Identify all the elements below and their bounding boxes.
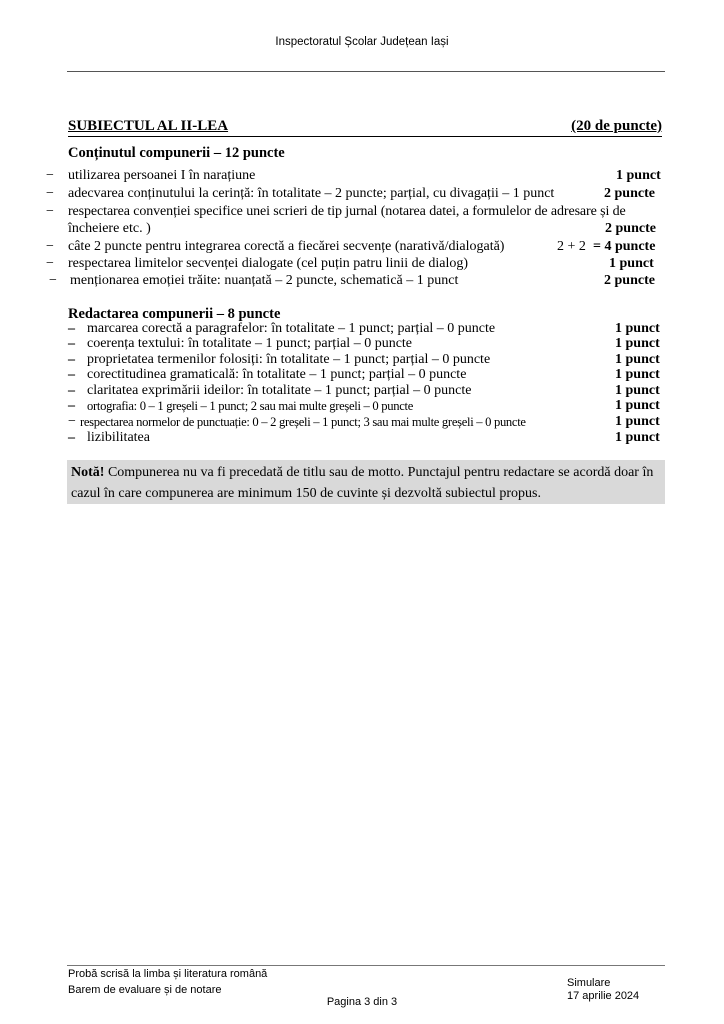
footer-right <box>567 977 639 1003</box>
note-box <box>67 460 665 504</box>
page-number: Pagina 3 din 3 <box>326 996 398 1008</box>
note-label: Notă! <box>71 465 105 480</box>
subject-title: SUBIECTUL AL II-LEA <box>68 118 229 134</box>
bullet-dash: − <box>46 168 54 183</box>
bullet-dash: − <box>46 204 54 219</box>
content-item-points: 1 punct <box>609 256 654 271</box>
subject-title-row <box>68 118 662 137</box>
content-item-text: câte 2 puncte pentru integrarea corectă a fiecărei secvențe (narativă/dialogată) <box>68 239 505 254</box>
bullet-dash: − <box>46 239 54 254</box>
writing-item-text: marcarea corectă a paragrafelor: în totalitate – 1 punct; parțial – 0 puncte <box>87 321 496 336</box>
writing-item-points: 1 punct <box>615 321 660 336</box>
note-text: Compunerea nu va fi precedată de titlu sau de motto. Punctajul pentru redactare se acordă doar în cazul în care compunerea are minimum 150 de cuvinte și dezvoltă subiectul propus. <box>71 465 654 501</box>
content-item-text-continued: încheiere etc. ) <box>68 221 151 236</box>
writing-item-text: lizibilitatea <box>87 430 150 445</box>
writing-item-text: coerența textului: în totalitate – 1 punct; parțial – 0 puncte <box>87 336 413 351</box>
bullet-dash: – <box>68 321 75 336</box>
writing-item-text: ortografia: 0 – 1 greșeli – 1 punct; 2 sau mai multe greșeli – 0 puncte <box>87 399 413 413</box>
content-item-text: menționarea emoției trăite: nuanțată – 2 puncte, schematică – 1 punct <box>70 273 459 288</box>
page-header: Inspectoratul Școlar Județean Iași <box>275 36 449 48</box>
footer-barem-title: Barem de evaluare și de notare <box>68 984 222 996</box>
content-item-text: utilizarea persoanei I în narațiune <box>68 168 256 183</box>
content-item-points: 2 puncte <box>604 186 655 201</box>
bullet-dash: – <box>68 430 75 445</box>
content-item-text: respectarea limitelor secvenței dialogate (cel puțin patru linii de dialog) <box>68 256 469 271</box>
bullet-dash: – <box>68 398 75 413</box>
bullet-dash: – <box>68 336 75 351</box>
bullet-dash: – <box>68 352 75 367</box>
bullet-dash: − <box>68 414 76 429</box>
bullet-dash: − <box>49 273 57 288</box>
content-section-title: Conținutul compunerii – 12 puncte <box>68 145 285 161</box>
writing-item-points: 1 punct <box>615 383 660 398</box>
bullet-dash: – <box>68 383 75 398</box>
content-item-points: = 4 puncte <box>593 239 656 254</box>
writing-item-points: 1 punct <box>615 336 660 351</box>
writing-item-text: proprietatea termenilor folosiți: în totalitate – 1 punct; parțial – 0 puncte <box>87 352 491 367</box>
footer-simulation-label: Simulare <box>567 977 611 989</box>
writing-item-text: respectarea normelor de punctuație: 0 – 2 greșeli – 1 punct; 3 sau mai multe greșeli – 0 puncte <box>80 415 526 429</box>
writing-item-points: 1 punct <box>615 367 660 382</box>
writing-item-points: 1 punct <box>615 352 660 367</box>
writing-item-points: 1 punct <box>615 414 660 429</box>
content-item-text: adecvarea conținutului la cerință: în totalitate – 2 puncte; parțial, cu divagații – 1 punct <box>68 186 555 201</box>
content-item-points: 2 puncte <box>604 273 655 288</box>
writing-section-title: Redactarea compunerii – 8 puncte <box>68 306 281 322</box>
writing-item-text: corectitudinea gramaticală: în totalitate – 1 punct; parțial – 0 puncte <box>87 367 467 382</box>
footer-rule <box>67 965 665 966</box>
writing-item-text: claritatea exprimării ideilor: în totalitate – 1 punct; parțial – 0 puncte <box>87 383 472 398</box>
content-item-points: 2 puncte <box>605 221 656 236</box>
bullet-dash: − <box>46 256 54 271</box>
content-item-text: respectarea convenției specifice unei scrieri de tip jurnal (notarea datei, a formulelor de adresare și de <box>68 204 626 219</box>
writing-item-points: 1 punct <box>615 398 660 413</box>
bullet-dash: − <box>46 186 54 201</box>
content-item-points: 1 punct <box>616 168 661 183</box>
header-rule <box>67 71 665 72</box>
footer-left <box>68 968 267 997</box>
writing-item-points: 1 punct <box>615 430 660 445</box>
content-item-calc: 2 + 2 <box>557 239 586 254</box>
footer-exam-title: Probă scrisă la limba și literatura română <box>68 968 268 980</box>
subject-points: (20 de puncte) <box>571 118 662 134</box>
footer-date: 17 aprilie 2024 <box>567 990 640 1002</box>
bullet-dash: – <box>68 367 75 382</box>
